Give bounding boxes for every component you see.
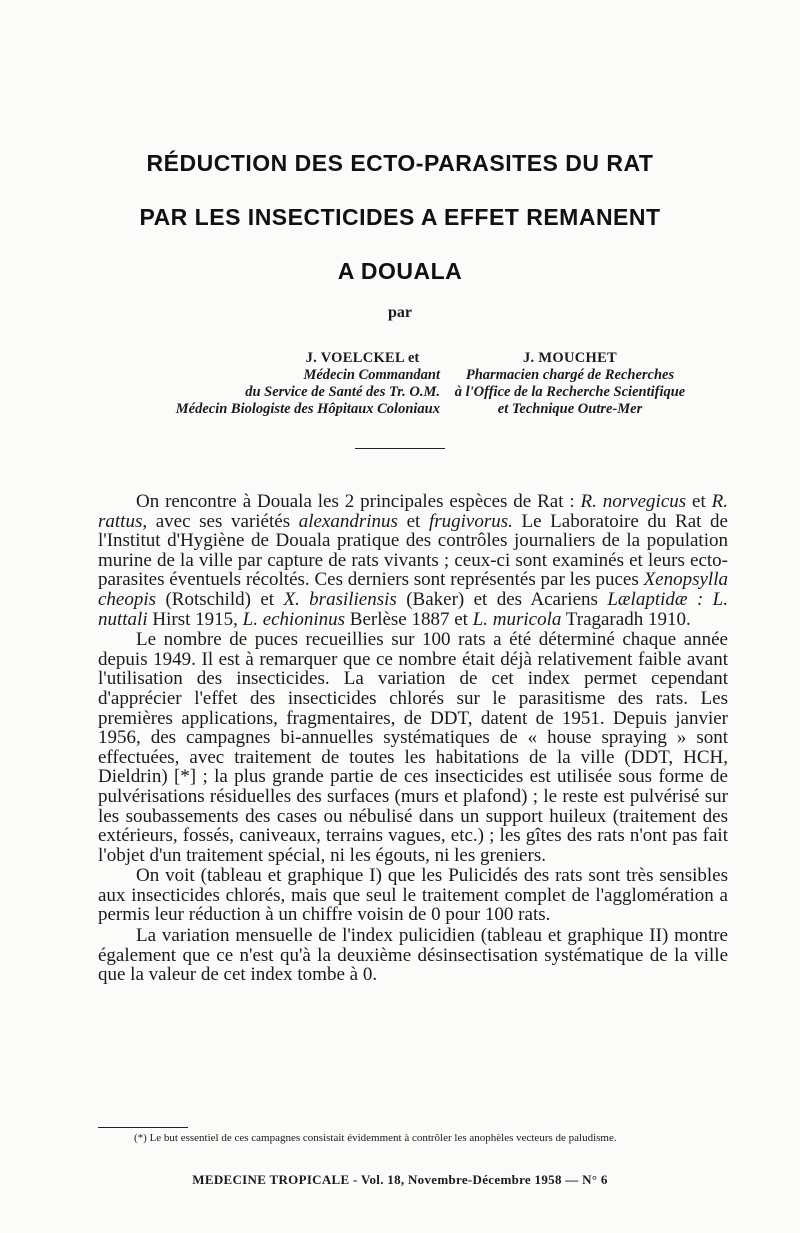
text-run: Le Laboratoire du Rat de l'Institut d'Hygiène de Douala pratique des contrôles journaliers de la population murine de la ville par capture de rats vivants ; ceux-ci sont examinés et leurs ecto-parasites éventuels récoltés. Ces derniers sont représentés par les puces — [98, 510, 728, 591]
byline-et: et — [408, 350, 420, 366]
author-affiliation-line: et Technique Outre-Mer — [497, 401, 643, 417]
author-name: J. MOUCHET — [522, 350, 618, 366]
author-affiliation-line: du Service de Santé des Tr. O.M. — [245, 384, 440, 400]
header-divider — [355, 448, 445, 449]
author-affiliation-line: Pharmacien chargé de Recherches — [465, 367, 675, 383]
author-name: J. VOELCKEL — [305, 350, 405, 366]
text-run: avec ses variétés — [147, 510, 299, 532]
journal-footer: MEDECINE TROPICALE - Vol. 18, Novembre-Décembre 1958 — N° 6 — [192, 1172, 608, 1187]
paragraph-3: On voit (tableau et graphique I) que les Pulicidés des rats sont très sensibles aux insecticides chlorés, mais que seul le traitement complet de l'agglomération a permis leur réduction à un chiffre voisin de 0 pour 100 rats. — [98, 865, 728, 926]
article-body — [98, 492, 728, 985]
text-run: On rencontre à Douala les 2 principales espèces de Rat : — [136, 491, 581, 512]
article-title-line-2: PAR LES INSECTICIDES A EFFET REMANENT — [139, 204, 661, 230]
variety-name: frugivorus. — [428, 510, 513, 532]
paragraph-1 — [98, 492, 728, 629]
article-title-line-1: RÉDUCTION DES ECTO-PARASITES DU RAT — [146, 150, 654, 176]
author-affiliation-line: Médecin Commandant — [303, 367, 440, 383]
species-name: L. muricola — [472, 608, 562, 630]
author-mouchet — [405, 350, 735, 418]
species-name: X. brasiliensis — [283, 588, 397, 610]
text-run: (Baker) et des Acariens — [396, 588, 608, 610]
paragraph-4: La variation mensuelle de l'index pulicidien (tableau et graphique II) montre également que ce n'est qu'à la deuxième désinsectisation systématique de la ville que la valeur de cet index tombe à 0. — [98, 925, 728, 986]
text-run: Hirst 1915, — [147, 608, 243, 630]
byline-par: par — [388, 304, 412, 321]
footnote: (*) Le but essentiel de ces campagnes consistait évidemment à contrôler les anophèles vecteurs de paludisme. — [134, 1132, 617, 1144]
species-name: R. rattus, — [98, 491, 728, 532]
footnote-divider — [98, 1127, 188, 1128]
author-voelckel — [80, 350, 440, 418]
author-affiliation-line: à l'Office de la Recherche Scientifique — [454, 384, 686, 400]
text-run: Berlèse 1887 et — [345, 608, 473, 630]
species-name: Lælaptidæ : L. nuttali — [98, 588, 728, 630]
species-name: Xenopsylla cheopis — [98, 569, 728, 610]
paragraph-2: Le nombre de puces recueillies sur 100 rats a été déterminé chaque année depuis 1949. Il est à remarquer que ce nombre était déjà relativement faible avant l'utilisation des insecticides. La variation de cet index permet cependant d'apprécier l'effet des insecticides chlorés sur le parasitisme des rats. Les premières applications, fragmentaires, de DDT, datent de 1951. Depuis janvier 1956, des campagnes bi-annuelles systématiques de « house spraying » sont effectuées, avec traitement de toutes les habitations de la ville (DDT, HCH, Dieldrin) [*] ; la plus grande partie de ces insecticides est utilisée sous forme de pulvérisations résiduelles des surfaces (murs et plafond) ; le reste est pulvérisé sur les soubassements des cases ou nébulisé dans un support huileux (traitement des extérieurs, fossés, caniveaux, terrains vagues, etc.) ; les gîtes des rats n'ont pas fait l'objet d'un traitement spécial, ni les égouts, ni les greniers. — [98, 629, 728, 866]
variety-name: alexandrinus — [298, 510, 398, 532]
text-run: et — [397, 510, 429, 532]
species-name: L. echioninus — [242, 608, 346, 630]
text-run: (Rotschild) et — [156, 588, 284, 610]
text-run: et — [686, 491, 712, 512]
species-name: R. norvegicus — [580, 491, 687, 512]
article-title-line-3: A DOUALA — [337, 258, 463, 284]
text-run: Tragaradh 1910. — [561, 608, 691, 630]
author-affiliation-line: Médecin Biologiste des Hôpitaux Coloniaux — [175, 401, 440, 417]
